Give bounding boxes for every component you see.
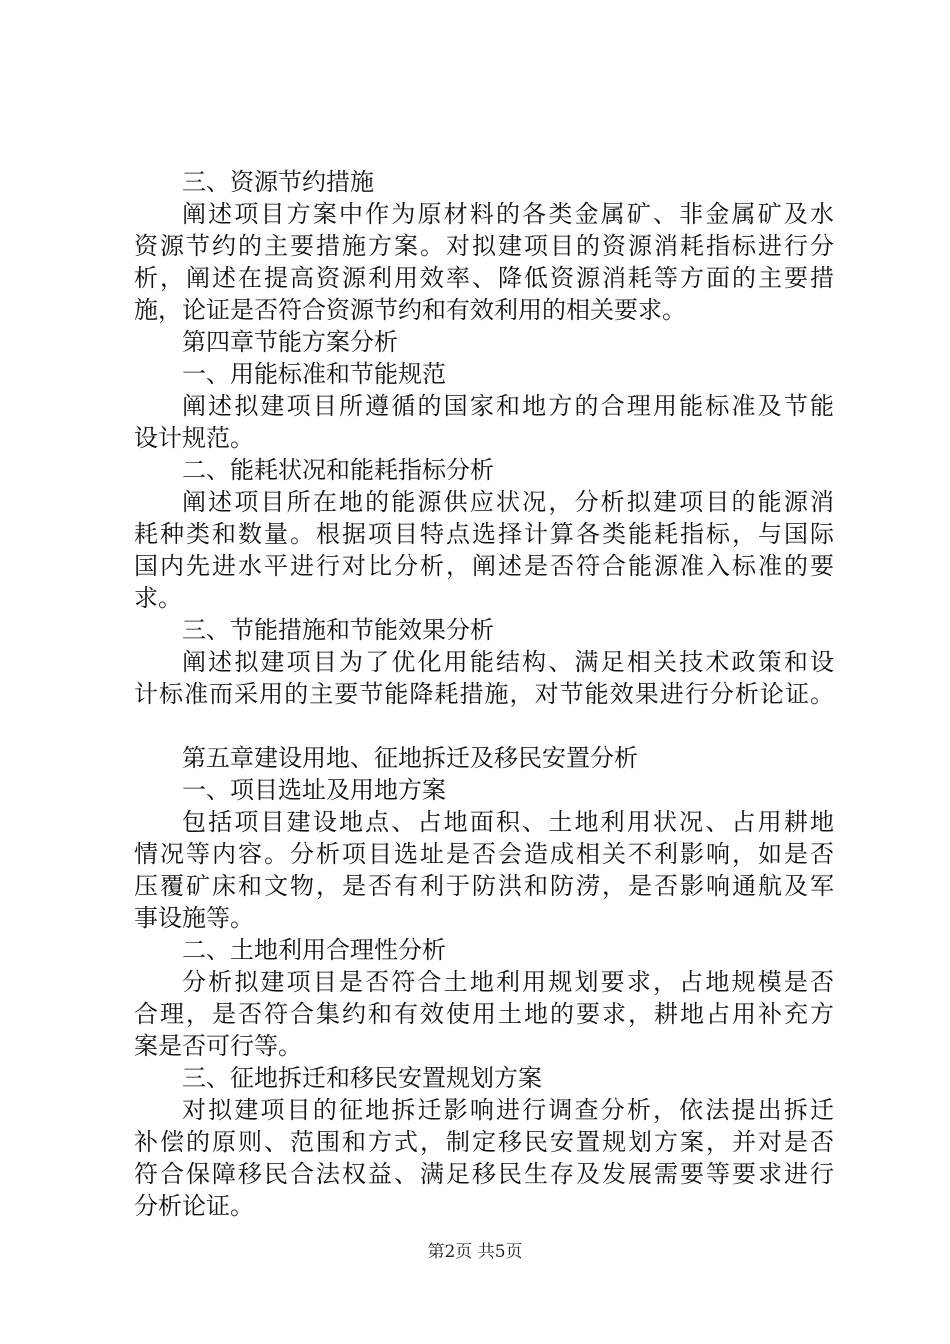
- paragraph-line: 情况等内容。分析项目选址是否会造成相关不利影响，如是否: [134, 840, 834, 868]
- paragraph-line: 压覆矿床和文物，是否有利于防洪和防涝，是否影响通航及军: [134, 872, 834, 900]
- paragraph-line: 案是否可行等。: [134, 1032, 302, 1060]
- paragraph-line: 资源节约的主要措施方案。对拟建项目的资源消耗指标进行分: [134, 232, 834, 260]
- paragraph-line: 国内先进水平进行对比分析，阐述是否符合能源准入标准的要: [134, 552, 834, 580]
- paragraph-line: 阐述项目方案中作为原材料的各类金属矿、非金属矿及水: [182, 200, 834, 228]
- section-heading: 二、土地利用合理性分析: [182, 936, 446, 964]
- paragraph-line: 阐述拟建项目所遵循的国家和地方的合理用能标准及节能: [182, 392, 834, 420]
- section-heading: 一、项目选址及用地方案: [182, 776, 446, 804]
- section-heading: 二、能耗状况和能耗指标分析: [182, 456, 494, 484]
- paragraph-line: 析，阐述在提高资源利用效率、降低资源消耗等方面的主要措: [134, 264, 834, 292]
- page-number-footer: 第2页 共5页: [427, 1242, 523, 1262]
- chapter-heading: 第五章建设用地、征地拆迁及移民安置分析: [182, 744, 638, 772]
- paragraph-line: 分析论证。: [134, 1192, 254, 1220]
- section-heading: 三、节能措施和节能效果分析: [182, 616, 494, 644]
- paragraph-line: 包括项目建设地点、占地面积、土地利用状况、占用耕地: [182, 808, 834, 836]
- paragraph-line: 阐述项目所在地的能源供应状况，分析拟建项目的能源消: [182, 488, 834, 516]
- document-body: [134, 166, 834, 1222]
- blank-line: [134, 710, 834, 742]
- section-heading: 一、用能标准和节能规范: [182, 360, 446, 388]
- paragraph-line: 补偿的原则、范围和方式，制定移民安置规划方案，并对是否: [134, 1128, 834, 1156]
- paragraph-line: 事设施等。: [134, 904, 254, 932]
- paragraph-line: 合理，是否符合集约和有效使用土地的要求，耕地占用补充方: [134, 1000, 834, 1028]
- paragraph-line: 对拟建项目的征地拆迁影响进行调查分析，依法提出拆迁: [182, 1096, 834, 1124]
- paragraph-line: 符合保障移民合法权益、满足移民生存及发展需要等要求进行: [134, 1160, 834, 1188]
- paragraph-line: 设计规范。: [134, 424, 254, 452]
- chapter-heading: 第四章节能方案分析: [182, 328, 398, 356]
- paragraph-line: 耗种类和数量。根据项目特点选择计算各类能耗指标，与国际: [134, 520, 834, 548]
- paragraph-line: 施，论证是否符合资源节约和有效利用的相关要求。: [134, 296, 686, 324]
- paragraph-line: 计标准而采用的主要节能降耗措施，对节能效果进行分析论证。: [134, 680, 834, 708]
- section-heading: 三、资源节约措施: [182, 168, 374, 196]
- section-heading: 三、征地拆迁和移民安置规划方案: [182, 1064, 542, 1092]
- paragraph-line: 求。: [134, 584, 182, 612]
- paragraph-line: 阐述拟建项目为了优化用能结构、满足相关技术政策和设: [182, 648, 834, 676]
- paragraph-line: 分析拟建项目是否符合土地利用规划要求，占地规模是否: [182, 968, 834, 996]
